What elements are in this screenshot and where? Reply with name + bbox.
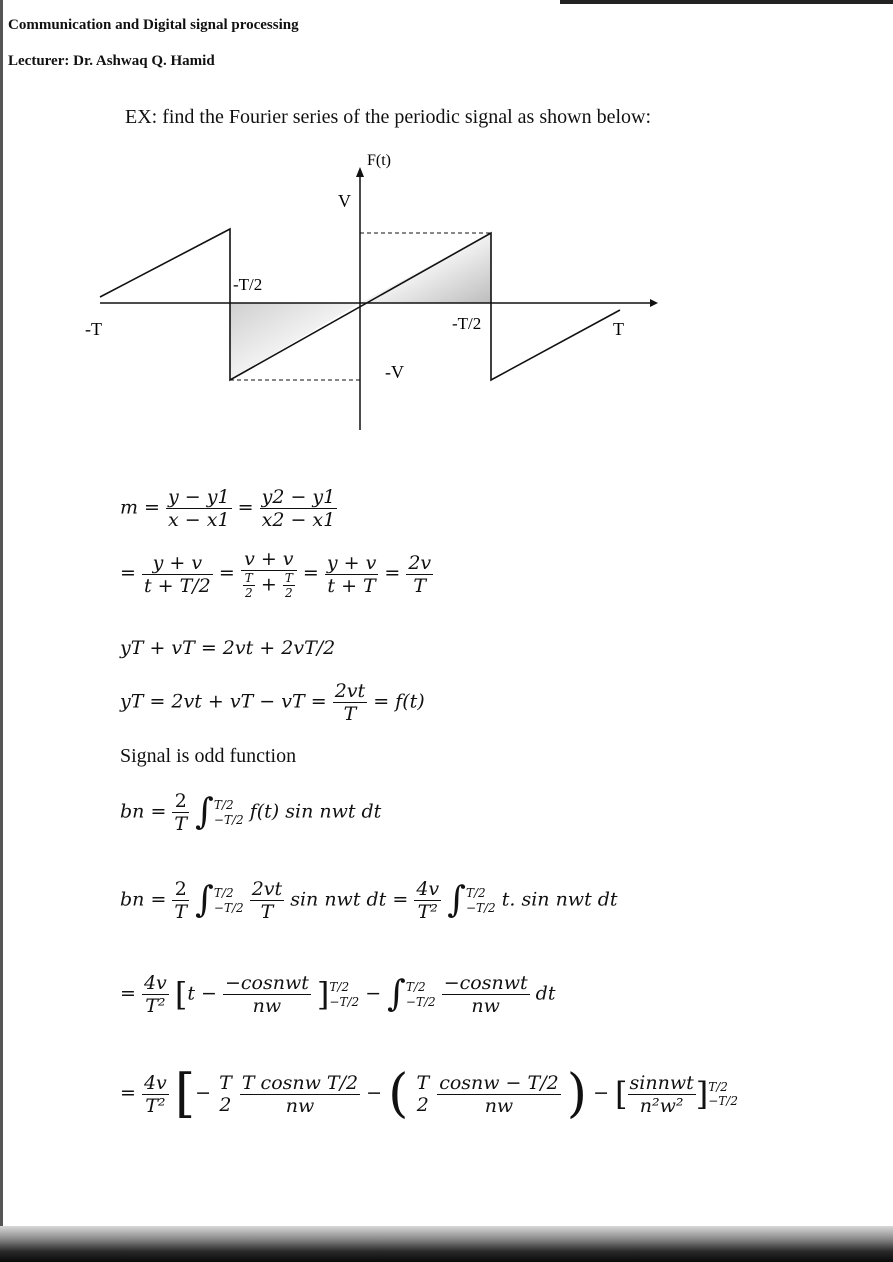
scan-bottom-shadow [0, 1226, 893, 1262]
neg-v-label: -V [385, 362, 404, 382]
bn-substitution: bn = $\frac{2}{T}$ ∫ T/2 −T/2 $\frac{2vt}{T}$ sin nwt dt = $\frac{4v}{\text{T²}}$ ∫ T/2 −T/2 t. sin nwt dt [120, 878, 618, 923]
neg-t-half-upper: -T/2 [233, 275, 263, 294]
bn-definition: bn = $\frac{2}{T}$ ∫ T/2 −T/2 f(t) sin nwt dt [120, 790, 382, 835]
slope-substitution: = $\frac{y + v}{t + T/2}$ = v + v $\frac{T}{2}$ + $\frac{T}{2}$ = $\frac{y + v}{t + T}$ = $\frac{2v}{T}$ [120, 548, 432, 600]
neg-t-half-lower: -T/2 [452, 314, 482, 333]
sawtooth-figure [80, 145, 680, 445]
t-label: T [613, 319, 624, 339]
neg-t-label: -T [85, 319, 102, 339]
odd-function-note: Signal is odd function [120, 745, 297, 767]
cross-multiply-equation: yT + vT = 2vt + 2vT/2 [120, 637, 336, 659]
f-axis-arrow [356, 167, 364, 177]
problem-statement: EX: find the Fourier series of the periodic signal as shown below: [125, 106, 651, 128]
course-title: Communication and Digital signal processing [8, 17, 299, 33]
scan-top-edge [560, 0, 893, 4]
f-axis-label: F(t) [367, 152, 391, 169]
scan-left-edge [0, 0, 3, 1262]
v-label: V [338, 191, 351, 211]
f-of-t-equation: yT = 2vt + vT − vT = $\frac{2vt}{T}$ = f(t) [120, 680, 425, 725]
lecturer-name: Lecturer: Dr. Ashwaq Q. Hamid [8, 53, 215, 69]
slope-equation: m = $\frac{y - y1}{x - x1}$ = $\frac{y2 - y1}{x2 - x1}$ [120, 486, 336, 531]
integration-by-parts: = $\frac{4v}{\text{T²}}$ [t − $\frac{\text{−cosnwt}}{nw}$ ] T/2 −T/2 − ∫ T/2 −T/2 $\frac{\text{−cosnwt}}{nw}$ dt [120, 972, 556, 1017]
t-axis-arrow [650, 299, 658, 307]
evaluated-limits: = $\frac{4v}{\text{T²}}$ [− T 2 $\frac{\text{T cosnw T/2}}{nw}$ − ( T 2 $\frac{\text{cosnw − T/2}}{nw}$ ) − [ $\frac{\text{sinnwt}}{\text{n²w²}}$ ] T/2 −T/2 [120, 1064, 738, 1124]
